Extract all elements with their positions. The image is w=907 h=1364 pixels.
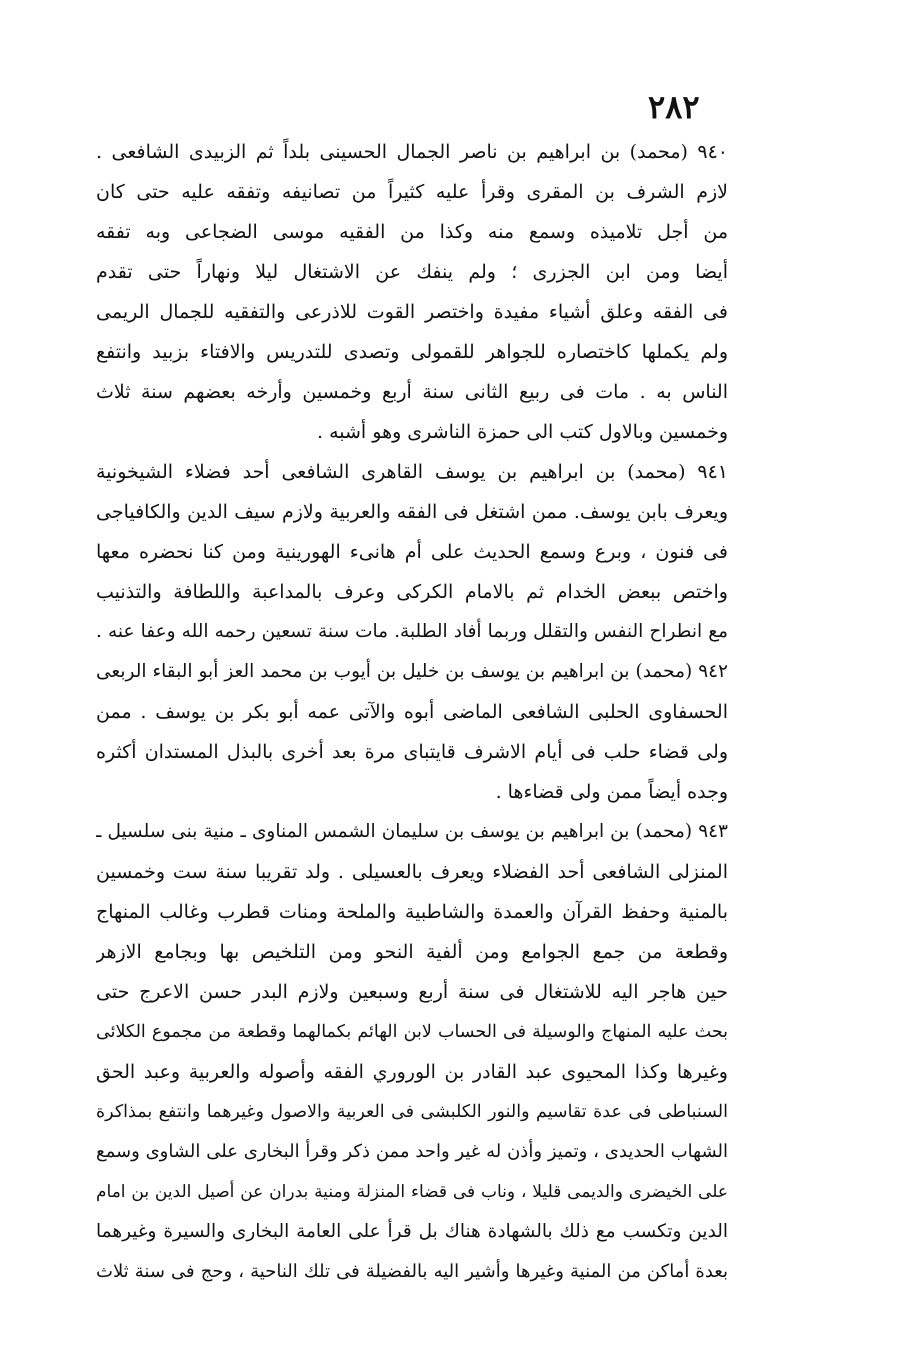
text-line: المنزلى الشافعى أحد الفضلاء ويعرف بالعسيلى . ولد تقريبا سنة ست وخمسين xyxy=(96,861,728,883)
text-line: وجده أيضاً ممن ولى قضاءها . xyxy=(495,781,728,803)
text-line: وخمسين وبالاول كتب الى حمزة الناشرى وهو أشبه . xyxy=(317,421,728,443)
text-line: ٩٤٢ (محمد) بن ابراهيم بن يوسف بن خليل بن أيوب بن محمد العز أبو البقاء الربعى xyxy=(96,661,728,682)
text-line: الشهاب الحديدى ، وتميز وأذن له غير واحد ممن ذكر وقرأ البخارى على الشاوى وسمع xyxy=(96,1141,728,1162)
text-line: ٩٤٠ (محمد) بن ابراهيم بن ناصر الجمال الحسينى بلداً ثم الزبيدى الشافعى . xyxy=(96,141,728,163)
text-line: واختص ببعض الخدام ثم بالامام الكركى وعرف بالمداعبة واللطافة والتذنيب xyxy=(96,581,728,603)
body-text xyxy=(96,132,728,1292)
text-line: ويعرف بابن يوسف. ممن اشتغل فى الفقه والعربية ولازم سيف الدين والكافياجى xyxy=(96,501,728,523)
text-line: فى فنون ، وبرع وسمع الحديث على أم هانىء الهورينية ومن كنا نحضره معها xyxy=(96,541,728,563)
text-line: الحسفاوى الحلبى الشافعى الماضى أبوه والآتى عمه أبو بكر بن يوسف . ممن xyxy=(96,701,728,723)
text-line: ٩٤٣ (محمد) بن ابراهيم بن يوسف بن سليمان الشمس المناوى ـ منية بنى سلسيل ـ xyxy=(96,821,728,842)
text-line: فى الفقه وعلق أشياء مفيدة واختصر القوت للاذرعى والتفقيه للجمال الريمى xyxy=(96,301,728,323)
text-line: ٩٤١ (محمد) بن ابراهيم بن يوسف القاهرى الشافعى أحد فضلاء الشيخونية xyxy=(96,461,728,483)
page-number: ٢٨٢ xyxy=(648,88,700,126)
text-line: وقطعة من جمع الجوامع ومن ألفية النحو ومن التلخيص بها وبجامع الازهر xyxy=(96,941,728,963)
text-line: بعدة أماكن من المنية وغيرها وأشير اليه بالفضيلة فى تلك الناحية ، وحج فى سنة ثلاث xyxy=(96,1261,728,1282)
text-line: بحث عليه المنهاج والوسيلة فى الحساب لابن الهائم بكمالهما وقطعة من مجموع الكلائى xyxy=(96,1022,728,1042)
text-line: ولم يكملها كاختصاره للجواهر للقمولى وتصدى للتدريس والافتاء بزبيد وانتفع xyxy=(96,341,728,363)
text-line: الناس به . مات فى ربيع الثانى سنة أربع وخمسين وأرخه بعضهم سنة ثلاث xyxy=(96,381,728,403)
text-line: حين هاجر اليه للاشتغال فى سنة أربع وسبعين ولازم البدر حسن الاعرج حتى xyxy=(96,981,728,1003)
text-line: وغيرها وكذا المحيوى عبد القادر بن الوروري الفقه وأصوله والعربية وعبد الحق xyxy=(96,1061,728,1083)
text-line: بالمنية وحفظ القرآن والعمدة والشاطبية والملحة ومنات قطرب وغالب المنهاج xyxy=(96,901,728,923)
text-line: ولى قضاء حلب فى أيام الاشرف قايتباى مرة بعد أخرى بالبذل المستدان أكثره xyxy=(96,741,728,763)
text-line: الدين وتكسب مع ذلك بالشهادة هناك بل قرأ على العامة البخارى والسيرة وغيرهما xyxy=(96,1221,728,1242)
text-line: على الخيضرى والديمى قليلا ، وناب فى قضاء المنزلة ومنية بدران عن أصيل الدين بن امام xyxy=(96,1182,728,1202)
text-line: السنباطى فى عدة تقاسيم والنور الكلبشى فى العربية والاصول وغيرهما وانتفع بمذاكرة xyxy=(96,1102,728,1122)
text-line: من أجل تلاميذه وسمع منه وكذا من الفقيه موسى الضجاعى وبه تفقه xyxy=(96,221,728,243)
text-line: أيضا ومن ابن الجزرى ؛ ولم ينفك عن الاشتغال ليلا ونهاراً حتى تقدم xyxy=(96,261,728,283)
text-line: لازم الشرف بن المقرى وقرأ عليه كثيراً من تصانيفه وتفقه عليه حتى كان xyxy=(96,181,728,203)
text-line: مع انطراح النفس والتقلل وربما أفاد الطلبة. مات سنة تسعين رحمه الله وعفا عنه . xyxy=(96,621,728,642)
